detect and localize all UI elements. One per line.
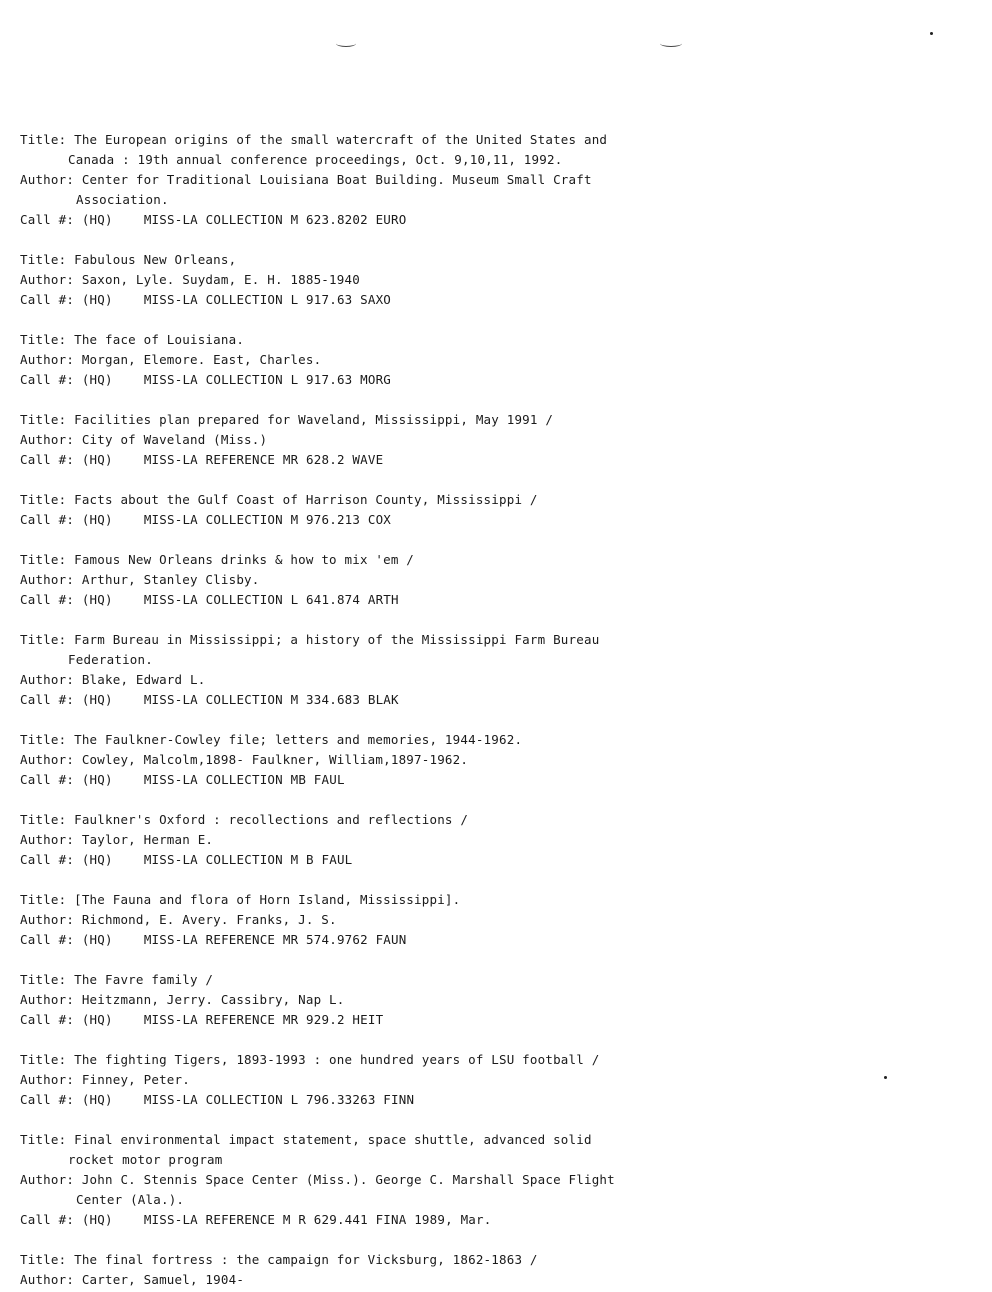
author-label: Author: <box>20 912 82 927</box>
title-label: Title: <box>20 892 75 907</box>
title-continuation <box>20 150 980 170</box>
call-number: MISS-LA COLLECTION M B FAUL <box>143 852 353 867</box>
call-number: MISS-LA COLLECTION L 641.874 ARTH <box>143 592 399 607</box>
title-text: [The Fauna and flora of Horn Island, Mississippi]. <box>74 892 461 907</box>
author-line <box>20 830 980 850</box>
call-label: Call #: <box>20 772 82 787</box>
call-location: (HQ) <box>81 512 113 527</box>
call-location: (HQ) <box>81 772 113 787</box>
call-location: (HQ) <box>81 932 113 947</box>
call-label: Call #: <box>20 512 82 527</box>
title-label: Title: <box>20 632 75 647</box>
title-text: Farm Bureau in Mississippi; a history of the Mississippi Farm Bureau <box>74 632 600 647</box>
call-number: MISS-LA REFERENCE M R 629.441 FINA 1989, Mar. <box>143 1212 492 1227</box>
call-number: MISS-LA REFERENCE MR 929.2 HEIT <box>143 1012 384 1027</box>
author-label: Author: <box>20 432 82 447</box>
title-label: Title: <box>20 732 75 747</box>
call-location: (HQ) <box>81 1012 113 1027</box>
record-gap <box>20 390 980 410</box>
call-number-line <box>20 1010 980 1030</box>
punch-hole-mark <box>336 40 356 47</box>
call-location: (HQ) <box>81 292 113 307</box>
author-label: Author: <box>20 832 82 847</box>
catalog-record-list <box>20 130 980 1290</box>
call-label: Call #: <box>20 852 82 867</box>
call-number-line <box>20 1090 980 1110</box>
catalog-record <box>20 490 980 530</box>
catalog-record <box>20 330 980 390</box>
author-line <box>20 350 980 370</box>
author-text: Arthur, Stanley Clisby. <box>81 572 260 587</box>
record-gap <box>20 1110 980 1130</box>
call-location: (HQ) <box>81 452 113 467</box>
author-label: Author: <box>20 1272 82 1287</box>
title-continuation <box>20 1150 980 1170</box>
author-label: Author: <box>20 1172 82 1187</box>
catalog-record <box>20 890 980 950</box>
call-number: MISS-LA COLLECTION L 917.63 MORG <box>143 372 392 387</box>
catalog-record <box>20 1130 980 1230</box>
call-location: (HQ) <box>81 372 113 387</box>
catalog-record <box>20 970 980 1030</box>
title-label: Title: <box>20 492 75 507</box>
title-label: Title: <box>20 812 75 827</box>
title-line <box>20 630 980 650</box>
scan-speck <box>930 32 933 35</box>
catalog-record <box>20 550 980 610</box>
title-line <box>20 730 980 750</box>
title-label: Title: <box>20 1132 75 1147</box>
author-text: Center for Traditional Louisiana Boat Building. Museum Small Craft <box>81 172 592 187</box>
call-number-line <box>20 690 980 710</box>
author-continuation <box>20 190 980 210</box>
punch-hole-mark <box>660 40 682 47</box>
call-number: MISS-LA REFERENCE MR 574.9762 FAUN <box>143 932 407 947</box>
title-text: The Faulkner-Cowley file; letters and memories, 1944-1962. <box>74 732 523 747</box>
title-label: Title: <box>20 132 75 147</box>
title-label: Title: <box>20 552 75 567</box>
author-text: John C. Stennis Space Center (Miss.). George C. Marshall Space Flight <box>81 1172 615 1187</box>
author-label: Author: <box>20 992 82 1007</box>
author-line <box>20 1070 980 1090</box>
author-text: Carter, Samuel, 1904- <box>81 1272 245 1287</box>
call-label: Call #: <box>20 932 82 947</box>
call-number-line <box>20 510 980 530</box>
author-label: Author: <box>20 672 82 687</box>
call-number-line <box>20 850 980 870</box>
title-text: The final fortress : the campaign for Vicksburg, 1862-1863 / <box>74 1252 538 1267</box>
call-label: Call #: <box>20 1092 82 1107</box>
author-line <box>20 170 980 190</box>
record-gap <box>20 1030 980 1050</box>
call-number-line <box>20 770 980 790</box>
title-text: The Favre family / <box>74 972 214 987</box>
author-text: Morgan, Elemore. East, Charles. <box>81 352 322 367</box>
call-number: MISS-LA COLLECTION M 334.683 BLAK <box>143 692 399 707</box>
catalog-record <box>20 730 980 790</box>
call-number-line <box>20 210 980 230</box>
record-gap <box>20 870 980 890</box>
title-continuation <box>20 650 980 670</box>
call-label: Call #: <box>20 372 82 387</box>
title-label: Title: <box>20 412 75 427</box>
record-gap <box>20 1230 980 1250</box>
title-text: Canada : 19th annual conference proceedings, Oct. 9,10,11, 1992. <box>68 152 563 167</box>
call-number-line <box>20 930 980 950</box>
title-label: Title: <box>20 252 75 267</box>
author-line <box>20 1170 980 1190</box>
title-line <box>20 250 980 270</box>
call-number: MISS-LA COLLECTION M 976.213 COX <box>143 512 392 527</box>
author-text: Richmond, E. Avery. Franks, J. S. <box>81 912 337 927</box>
call-location: (HQ) <box>81 592 113 607</box>
author-text: Heitzmann, Jerry. Cassibry, Nap L. <box>81 992 345 1007</box>
author-line <box>20 1270 980 1290</box>
author-line <box>20 750 980 770</box>
call-location: (HQ) <box>81 692 113 707</box>
call-location: (HQ) <box>81 1092 113 1107</box>
record-gap <box>20 710 980 730</box>
author-text: City of Waveland (Miss.) <box>81 432 268 447</box>
record-gap <box>20 610 980 630</box>
call-number-line <box>20 590 980 610</box>
title-text: The European origins of the small watercraft of the United States and <box>74 132 608 147</box>
title-line <box>20 970 980 990</box>
call-label: Call #: <box>20 1212 82 1227</box>
author-line <box>20 430 980 450</box>
call-number-line <box>20 370 980 390</box>
title-text: The fighting Tigers, 1893-1993 : one hundred years of LSU football / <box>74 1052 600 1067</box>
call-location: (HQ) <box>81 1212 113 1227</box>
title-line <box>20 130 980 150</box>
call-number-line <box>20 290 980 310</box>
title-label: Title: <box>20 1052 75 1067</box>
title-line <box>20 550 980 570</box>
author-line <box>20 270 980 290</box>
author-label: Author: <box>20 572 82 587</box>
record-gap <box>20 230 980 250</box>
call-number-line <box>20 1210 980 1230</box>
call-label: Call #: <box>20 212 82 227</box>
author-text: Saxon, Lyle. Suydam, E. H. 1885-1940 <box>81 272 360 287</box>
title-text: Federation. <box>68 652 153 667</box>
record-gap <box>20 950 980 970</box>
author-text: Blake, Edward L. <box>81 672 206 687</box>
call-number: MISS-LA COLLECTION L 796.33263 FINN <box>143 1092 415 1107</box>
author-text: Center (Ala.). <box>76 1192 185 1207</box>
title-line <box>20 410 980 430</box>
title-line <box>20 1250 980 1270</box>
call-location: (HQ) <box>81 852 113 867</box>
title-text: Final environmental impact statement, space shuttle, advanced solid <box>74 1132 592 1147</box>
title-line <box>20 330 980 350</box>
author-label: Author: <box>20 752 82 767</box>
author-continuation <box>20 1190 980 1210</box>
call-label: Call #: <box>20 1012 82 1027</box>
catalog-record <box>20 410 980 470</box>
catalog-record <box>20 1250 980 1290</box>
title-text: Faulkner's Oxford : recollections and reflections / <box>74 812 469 827</box>
title-text: rocket motor program <box>68 1152 223 1167</box>
title-label: Title: <box>20 1252 75 1267</box>
catalog-record <box>20 630 980 710</box>
author-label: Author: <box>20 172 82 187</box>
call-label: Call #: <box>20 452 82 467</box>
author-line <box>20 570 980 590</box>
title-line <box>20 890 980 910</box>
title-line <box>20 1050 980 1070</box>
call-number: MISS-LA COLLECTION M 623.8202 EURO <box>143 212 407 227</box>
catalog-record <box>20 130 980 230</box>
title-label: Title: <box>20 972 75 987</box>
title-line <box>20 490 980 510</box>
title-line <box>20 1130 980 1150</box>
title-text: Fabulous New Orleans, <box>74 252 237 267</box>
author-label: Author: <box>20 1072 82 1087</box>
catalog-record <box>20 250 980 310</box>
title-text: Famous New Orleans drinks & how to mix 'em / <box>74 552 415 567</box>
author-text: Association. <box>76 192 169 207</box>
call-number: MISS-LA REFERENCE MR 628.2 WAVE <box>143 452 384 467</box>
call-label: Call #: <box>20 292 82 307</box>
record-gap <box>20 530 980 550</box>
title-text: Facilities plan prepared for Waveland, Mississippi, May 1991 / <box>74 412 554 427</box>
call-location: (HQ) <box>81 212 113 227</box>
author-text: Cowley, Malcolm,1898- Faulkner, William,1897-1962. <box>81 752 469 767</box>
author-label: Author: <box>20 352 82 367</box>
author-text: Finney, Peter. <box>81 1072 190 1087</box>
record-gap <box>20 470 980 490</box>
catalog-record <box>20 810 980 870</box>
author-text: Taylor, Herman E. <box>81 832 214 847</box>
call-label: Call #: <box>20 692 82 707</box>
author-line <box>20 670 980 690</box>
record-gap <box>20 310 980 330</box>
title-text: The face of Louisiana. <box>74 332 245 347</box>
title-label: Title: <box>20 332 75 347</box>
call-number: MISS-LA COLLECTION L 917.63 SAXO <box>143 292 392 307</box>
call-number-line <box>20 450 980 470</box>
title-line <box>20 810 980 830</box>
author-label: Author: <box>20 272 82 287</box>
record-gap <box>20 790 980 810</box>
call-number: MISS-LA COLLECTION MB FAUL <box>143 772 345 787</box>
catalog-record <box>20 1050 980 1110</box>
author-line <box>20 990 980 1010</box>
title-text: Facts about the Gulf Coast of Harrison County, Mississippi / <box>74 492 538 507</box>
author-line <box>20 910 980 930</box>
call-label: Call #: <box>20 592 82 607</box>
